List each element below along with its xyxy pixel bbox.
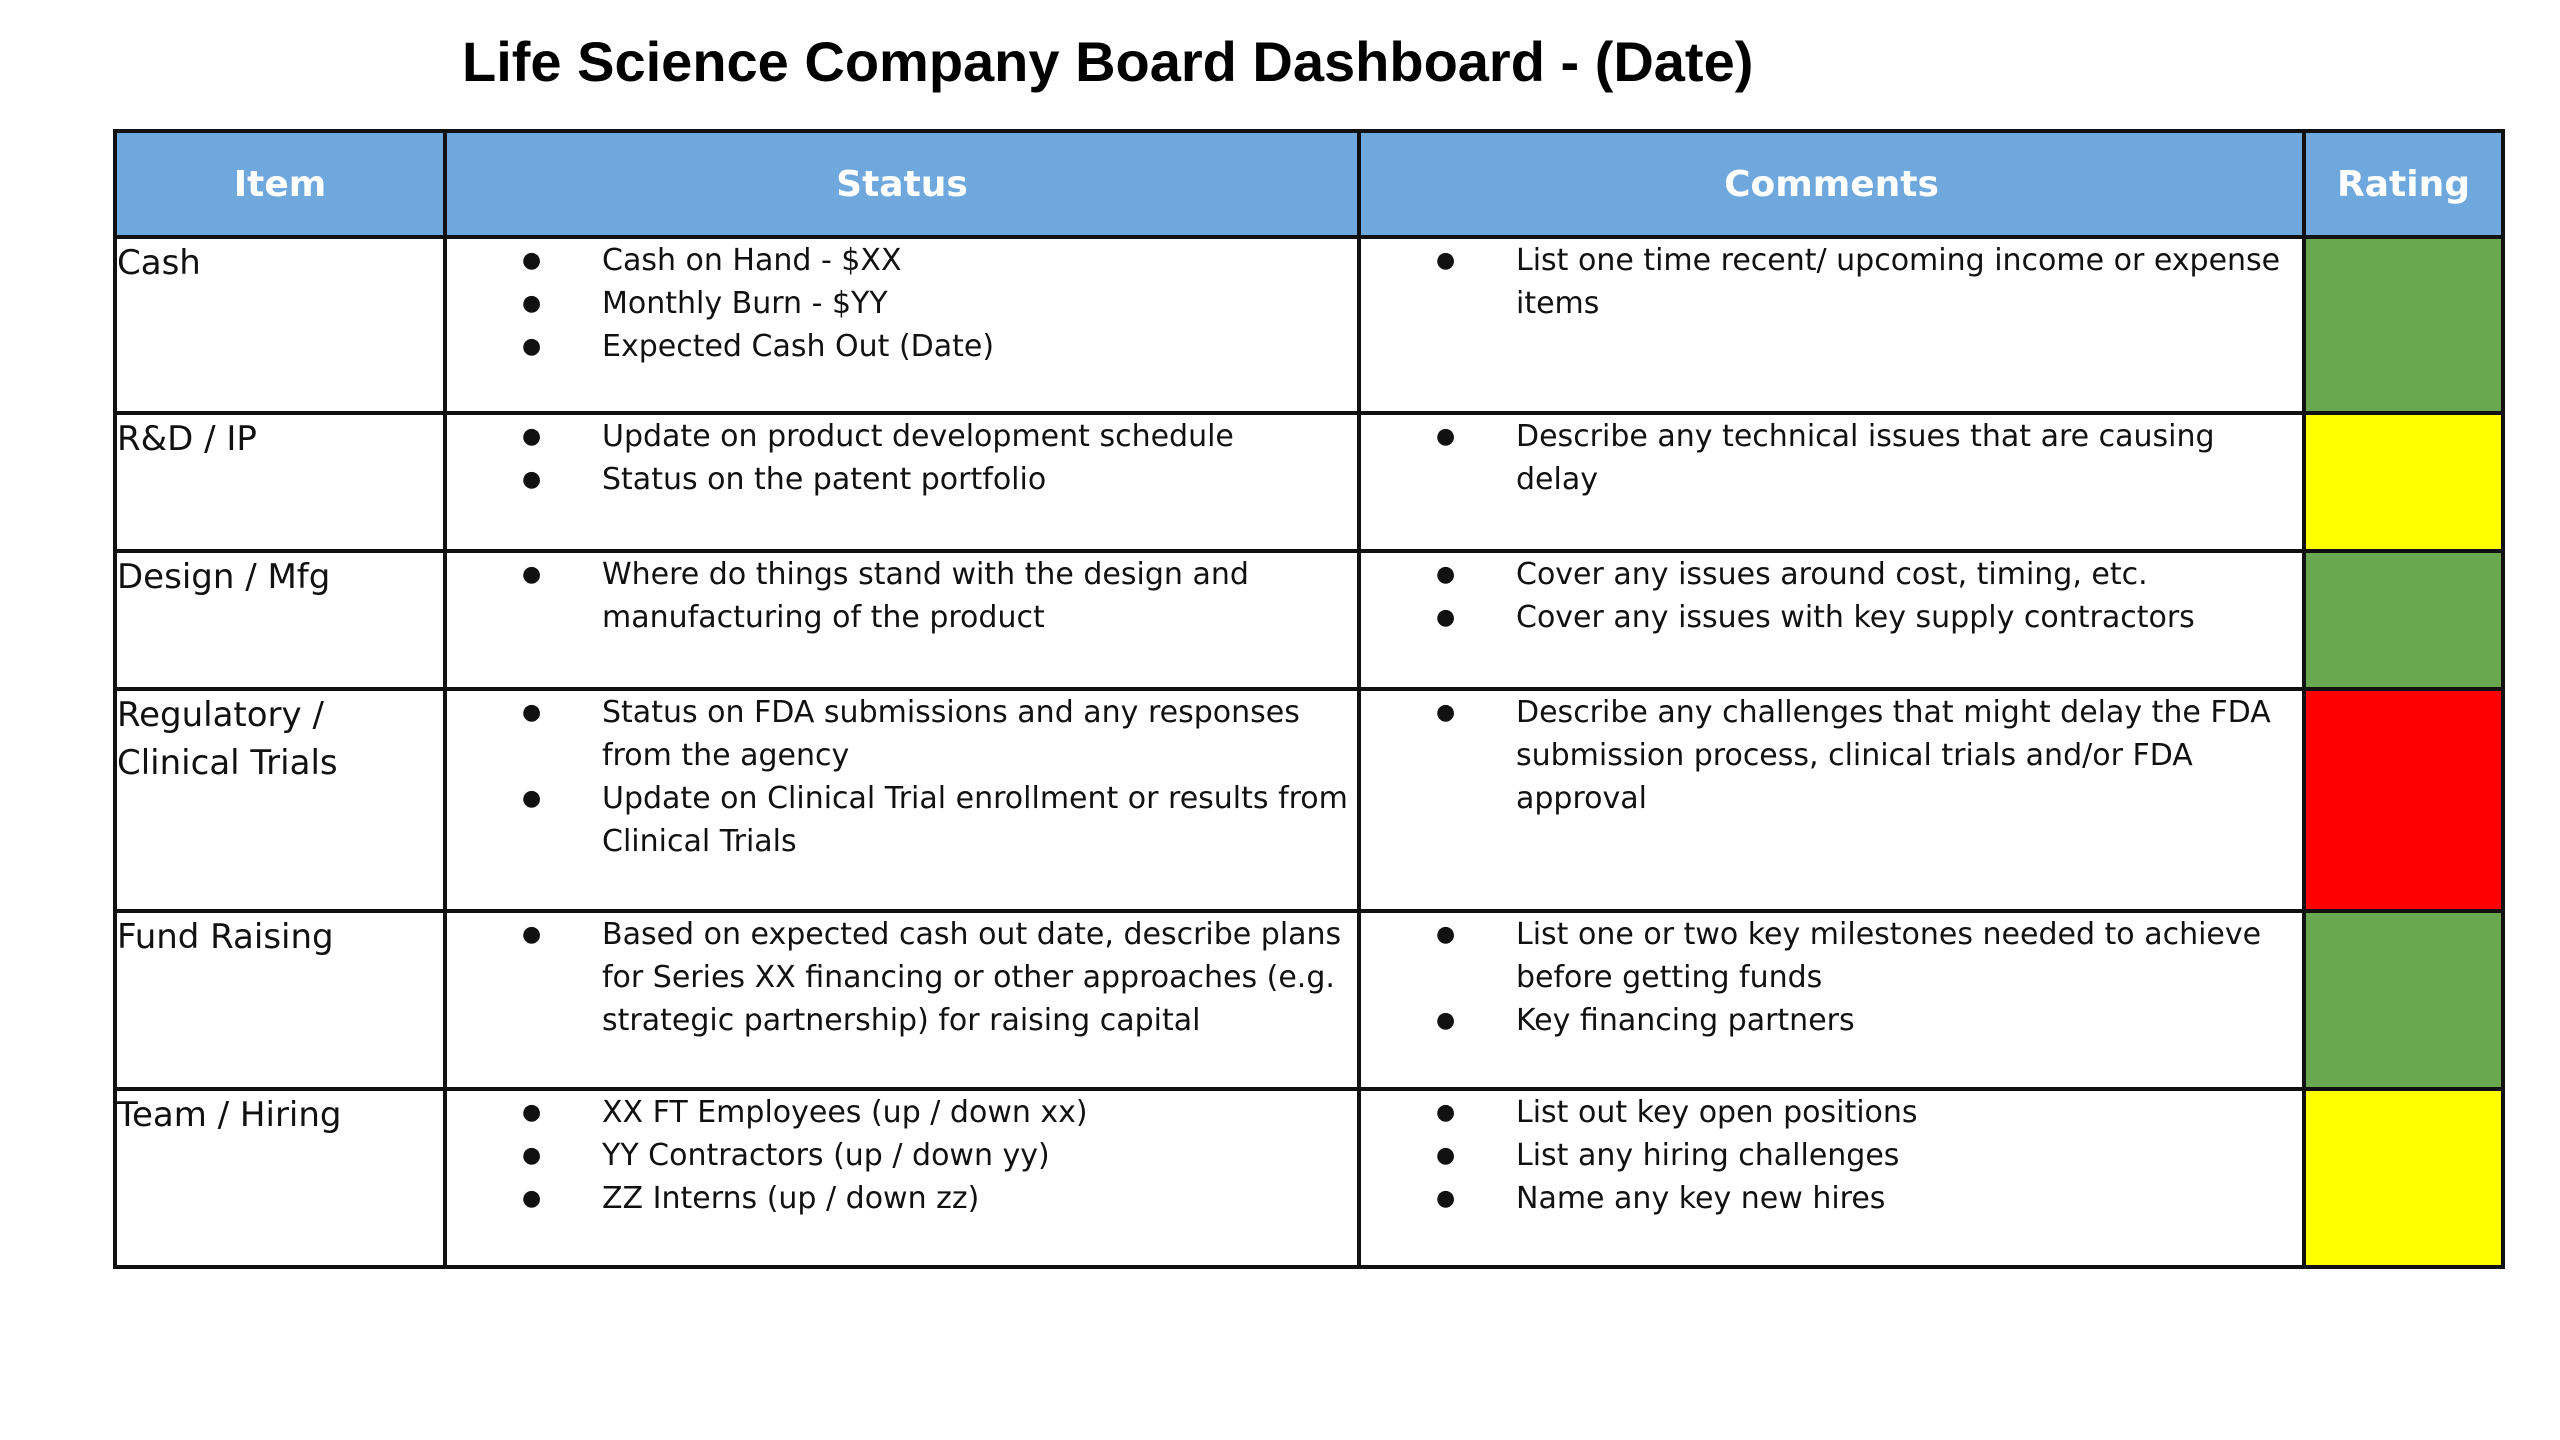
item-cell: Team / Hiring: [115, 1089, 445, 1267]
comments-list: [1361, 913, 2302, 1042]
comments-cell: [1359, 911, 2304, 1089]
status-list: [447, 553, 1357, 639]
item-cell: Design / Mfg: [115, 551, 445, 689]
status-bullet: ● XX FT Employees (up / down xx): [447, 1091, 1357, 1134]
table-row: [115, 237, 2503, 413]
table-row: [115, 1089, 2503, 1267]
comment-bullet: ● List one time recent/ upcoming income or expense items: [1361, 239, 2302, 325]
page-title: Life Science Company Board Dashboard - (Date): [462, 30, 1754, 93]
comment-bullet: ● List any hiring challenges: [1361, 1134, 2302, 1177]
rating-indicator: [2304, 1089, 2503, 1267]
comment-bullet: ● List out key open positions: [1361, 1091, 2302, 1134]
comments-cell: [1359, 689, 2304, 911]
status-list: [447, 913, 1357, 1042]
rating-indicator: [2304, 413, 2503, 551]
comment-bullet: ● Key financing partners: [1361, 999, 2302, 1042]
status-cell: [445, 911, 1359, 1089]
status-cell: [445, 237, 1359, 413]
comment-bullet: ● Cover any issues with key supply contractors: [1361, 596, 2302, 639]
status-bullet: ● Status on FDA submissions and any responses from the agency: [447, 691, 1357, 777]
comments-cell: [1359, 237, 2304, 413]
comment-bullet: ● Describe any technical issues that are causing delay: [1361, 415, 2302, 501]
rating-indicator: [2304, 551, 2503, 689]
item-cell: Fund Raising: [115, 911, 445, 1089]
status-bullet: ● Based on expected cash out date, describe plans for Series XX financing or other approaches (e.g. strategic partnership) for raising capital: [447, 913, 1357, 1042]
status-bullet: ● Update on product development schedule: [447, 415, 1357, 458]
comments-cell: [1359, 413, 2304, 551]
column-header-item: Item: [115, 131, 445, 237]
dashboard-table: [113, 129, 2505, 1269]
status-list: [447, 239, 1357, 368]
comments-list: [1361, 553, 2302, 639]
item-cell: Cash: [115, 237, 445, 413]
rating-indicator: [2304, 237, 2503, 413]
table-row: [115, 689, 2503, 911]
status-list: [447, 1091, 1357, 1220]
status-bullet: ● Status on the patent portfolio: [447, 458, 1357, 501]
comment-bullet: ● Cover any issues around cost, timing, etc.: [1361, 553, 2302, 596]
status-bullet: ● Update on Clinical Trial enrollment or results from Clinical Trials: [447, 777, 1357, 863]
status-list: [447, 691, 1357, 863]
table-row: [115, 911, 2503, 1089]
status-cell: [445, 551, 1359, 689]
comments-list: [1361, 239, 2302, 325]
status-cell: [445, 689, 1359, 911]
column-header-comments: Comments: [1359, 131, 2304, 237]
comments-cell: [1359, 551, 2304, 689]
comments-list: [1361, 415, 2302, 501]
table-row: [115, 413, 2503, 551]
comments-list: [1361, 1091, 2302, 1220]
table-header-row: [115, 131, 2503, 237]
status-list: [447, 415, 1357, 501]
comment-bullet: ● Name any key new hires: [1361, 1177, 2302, 1220]
status-bullet: ● YY Contractors (up / down yy): [447, 1134, 1357, 1177]
status-bullet: ● ZZ Interns (up / down zz): [447, 1177, 1357, 1220]
column-header-status: Status: [445, 131, 1359, 237]
status-bullet: ● Expected Cash Out (Date): [447, 325, 1357, 368]
comment-bullet: ● Describe any challenges that might delay the FDA submission process, clinical trials and/or FDA approval: [1361, 691, 2302, 820]
comments-list: [1361, 691, 2302, 820]
status-cell: [445, 413, 1359, 551]
item-cell: Regulatory / Clinical Trials: [115, 689, 445, 911]
status-bullet: ● Where do things stand with the design and manufacturing of the product: [447, 553, 1357, 639]
status-bullet: ● Cash on Hand - $XX: [447, 239, 1357, 282]
item-cell: R&D / IP: [115, 413, 445, 551]
rating-indicator: [2304, 689, 2503, 911]
column-header-rating: Rating: [2304, 131, 2503, 237]
comments-cell: [1359, 1089, 2304, 1267]
status-cell: [445, 1089, 1359, 1267]
table-row: [115, 551, 2503, 689]
rating-indicator: [2304, 911, 2503, 1089]
comment-bullet: ● List one or two key milestones needed to achieve before getting funds: [1361, 913, 2302, 999]
status-bullet: ● Monthly Burn - $YY: [447, 282, 1357, 325]
